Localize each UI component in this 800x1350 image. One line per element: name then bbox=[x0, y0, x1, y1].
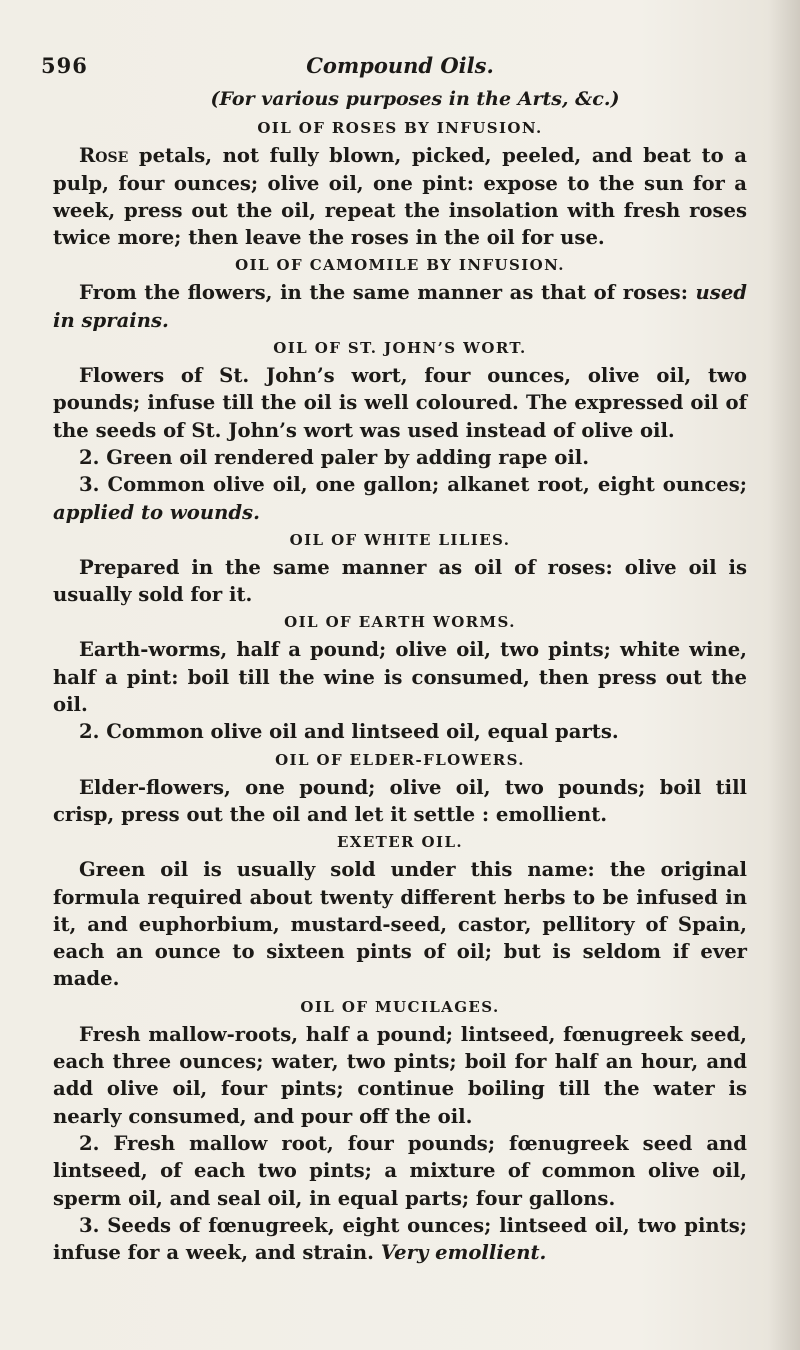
paragraph-text: 3. Common olive oil, one gallon; alkanet root, eight ounces; bbox=[79, 473, 747, 497]
recipe-paragraph bbox=[53, 362, 747, 444]
paragraph-text: From the flowers, in the same manner as that of roses: bbox=[79, 281, 696, 305]
page-number: 596 bbox=[41, 53, 88, 78]
page-header bbox=[41, 52, 747, 86]
recipe-paragraph bbox=[53, 279, 747, 334]
recipe-paragraph bbox=[53, 718, 747, 745]
recipe-paragraph bbox=[53, 1021, 747, 1130]
recipe-paragraph bbox=[53, 774, 747, 829]
paragraph-italic: Very emollient. bbox=[380, 1241, 547, 1265]
paragraph-text: Prepared in the same manner as oil of roses: olive oil is usually sold for it. bbox=[53, 555, 747, 607]
paragraph-text: Earth-worms, half a pound; olive oil, two pints; white wine, half a pint: boil till the wine is consumed, then press out the oil. bbox=[53, 638, 747, 717]
recipe-heading: OIL OF MUCILAGES. bbox=[300, 997, 500, 1016]
paragraph-text: 2. Common olive oil and lintseed oil, equal parts. bbox=[79, 720, 619, 744]
paragraph-italic: applied to wounds. bbox=[53, 500, 260, 524]
recipe-heading: OIL OF ROSES BY INFUSION. bbox=[257, 119, 543, 138]
recipe-heading: EXETER OIL. bbox=[336, 833, 464, 852]
text-column bbox=[41, 52, 747, 1266]
paragraph-italic: used in sprains. bbox=[53, 281, 747, 332]
recipe-heading: OIL OF EARTH WORMS. bbox=[284, 613, 516, 632]
lead-word: Rose bbox=[79, 144, 129, 168]
recipe-heading: OIL OF ELDER-FLOWERS. bbox=[275, 750, 525, 769]
section-subtitle: (For various purposes in the Arts, &c.) bbox=[210, 88, 620, 110]
paragraph-text: Fresh mallow-roots, half a pound; lintseed, fœnugreek seed, each three ounces; water, two pints; boil for half an hour, and add olive oil, four pints; continue boiling till the water is nearly consumed, and pour off the oil. bbox=[53, 1022, 747, 1128]
recipe-paragraph bbox=[53, 471, 747, 526]
running-title: Compound Oils. bbox=[306, 53, 494, 78]
paragraph-text: 3. Seeds of fœnugreek, eight ounces; lintseed oil, two pints; infuse for a week, and strain. bbox=[53, 1213, 747, 1265]
recipe-heading: OIL OF CAMOMILE BY INFUSION. bbox=[235, 256, 565, 275]
recipe-paragraph bbox=[53, 444, 747, 471]
recipe-paragraph bbox=[53, 1130, 747, 1212]
paragraph-text: Flowers of St. John’s wort, four ounces, olive oil, two pounds; infuse till the oil is well coloured. The expressed oil of the seeds of St. John’s wort was used instead of olive oil. bbox=[53, 364, 747, 442]
paragraph-text: Green oil is usually sold under this name: the original formula required about twenty different herbs to be infused in it, and euphorbium, mustard-seed, castor, pellitory of Spain, each an ounce to sixteen pints of oil; but is seldom if ever made. bbox=[53, 858, 747, 991]
recipe-paragraph bbox=[53, 856, 747, 992]
recipe-paragraph bbox=[53, 1212, 747, 1267]
recipe-paragraph bbox=[53, 636, 747, 718]
paragraph-text: 2. Fresh mallow root, four pounds; fœnugreek seed and lintseed, of each two pints; a mixture of common olive oil, sperm oil, and seal oil, in equal parts; four gallons. bbox=[53, 1131, 747, 1210]
paragraph-text: Elder-flowers, one pound; olive oil, two pounds; boil till crisp, press out the oil and let it settle : emollient. bbox=[53, 775, 747, 826]
recipe-heading: OIL OF WHITE LILIES. bbox=[289, 530, 511, 549]
recipe-paragraph bbox=[53, 142, 747, 251]
paragraph-text: 2. Green oil rendered paler by adding rape oil. bbox=[79, 445, 590, 469]
paragraph-text: petals, not fully blown, picked, peeled, and beat to a pulp, four ounces; olive oil, one pint: expose to the sun for a week, press out the oil, repeat the insolation with fresh roses twice more; then leave the roses in the oil for use. bbox=[53, 144, 747, 250]
recipe-heading: OIL OF ST. JOHN’S WORT. bbox=[273, 339, 527, 358]
recipe-paragraph bbox=[53, 554, 747, 609]
